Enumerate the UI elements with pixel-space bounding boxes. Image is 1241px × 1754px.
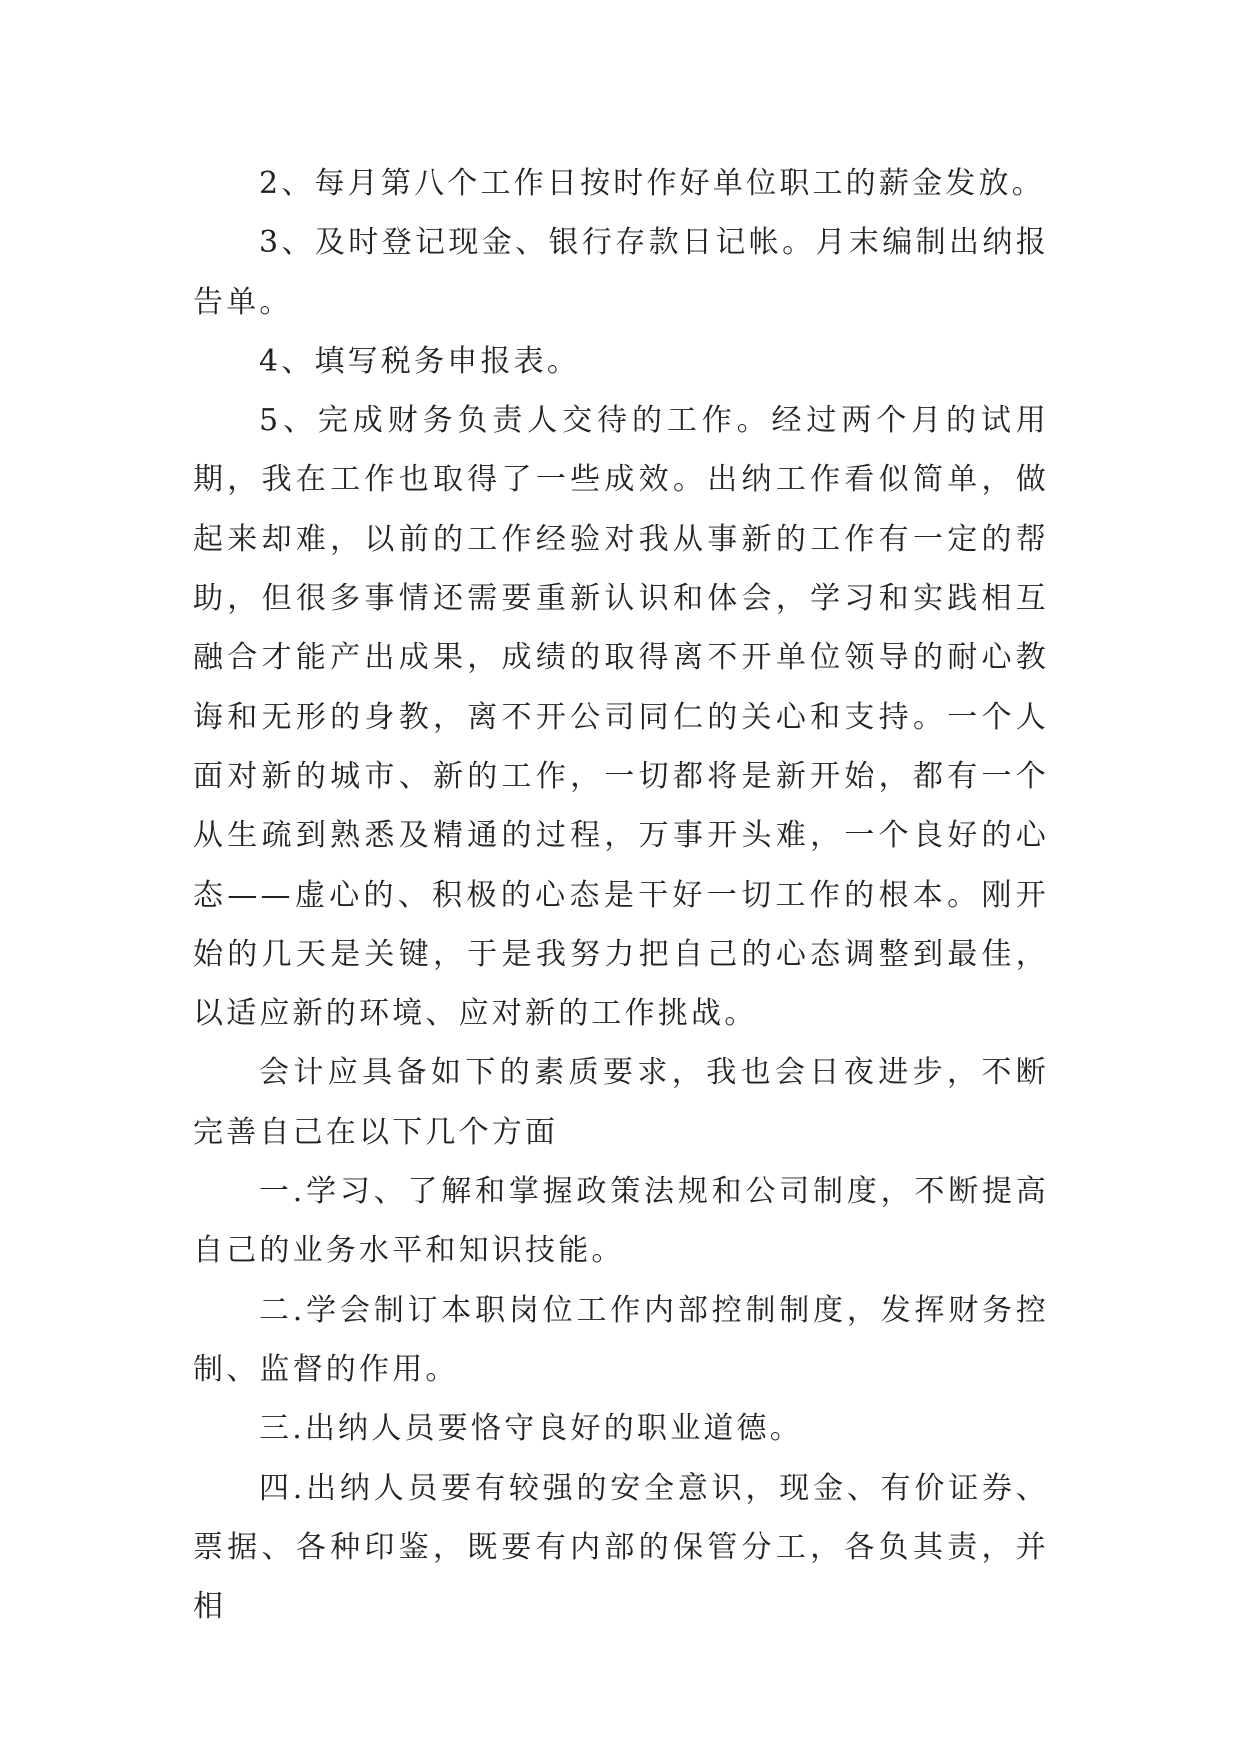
paragraph-cash-journal: 3、及时登记现金、银行存款日记帐。月末编制出纳报告单。 xyxy=(193,225,1049,320)
paragraph-tax-form: 4、填写税务申报表。 xyxy=(259,343,581,379)
paragraph-requirement-2: 二.学会制订本职岗位工作内部控制制度，发挥财务控制、监督的作用。 xyxy=(193,1292,1049,1387)
document-body xyxy=(193,154,1049,1636)
paragraph-requirement-1: 一.学习、了解和掌握政策法规和公司制度，不断提高自己的业务水平和知识技能。 xyxy=(193,1174,1049,1269)
paragraph-requirement-4: 四.出纳人员要有较强的安全意识，现金、有价证券、票据、各种印鉴，既要有内部的保管分工，各负其责，并相 xyxy=(193,1470,1049,1625)
paragraph-requirements-intro: 会计应具备如下的素质要求，我也会日夜进步，不断完善自己在以下几个方面 xyxy=(193,1055,1049,1150)
paragraph-work-summary: 5、完成财务负责人交待的工作。经过两个月的试用期，我在工作也取得了一些成效。出纳工作看似简单，做起来却难，以前的工作经验对我从事新的工作有一定的帮助，但很多事情还需要重新认识和体会，学习和实践相互融合才能产出成果，成绩的取得离不开单位领导的耐心教诲和无形的身教，离不开公司同仁的关心和支持。一个人面对新的城市、新的工作，一切都将是新开始，都有一个从生疏到熟悉及精通的过程，万事开头难，一个良好的心态——虚心的、积极的心态是干好一切工作的根本。刚开始的几天是关键，于是我努力把自己的心态调整到最佳，以适应新的环境、应对新的工作挑战。 xyxy=(193,403,1049,1032)
paragraph-requirement-3: 三.出纳人员要恪守良好的职业道德。 xyxy=(259,1411,803,1447)
paragraph-salary: 2、每月第八个工作日按时作好单位职工的薪金发放。 xyxy=(259,166,1045,201)
